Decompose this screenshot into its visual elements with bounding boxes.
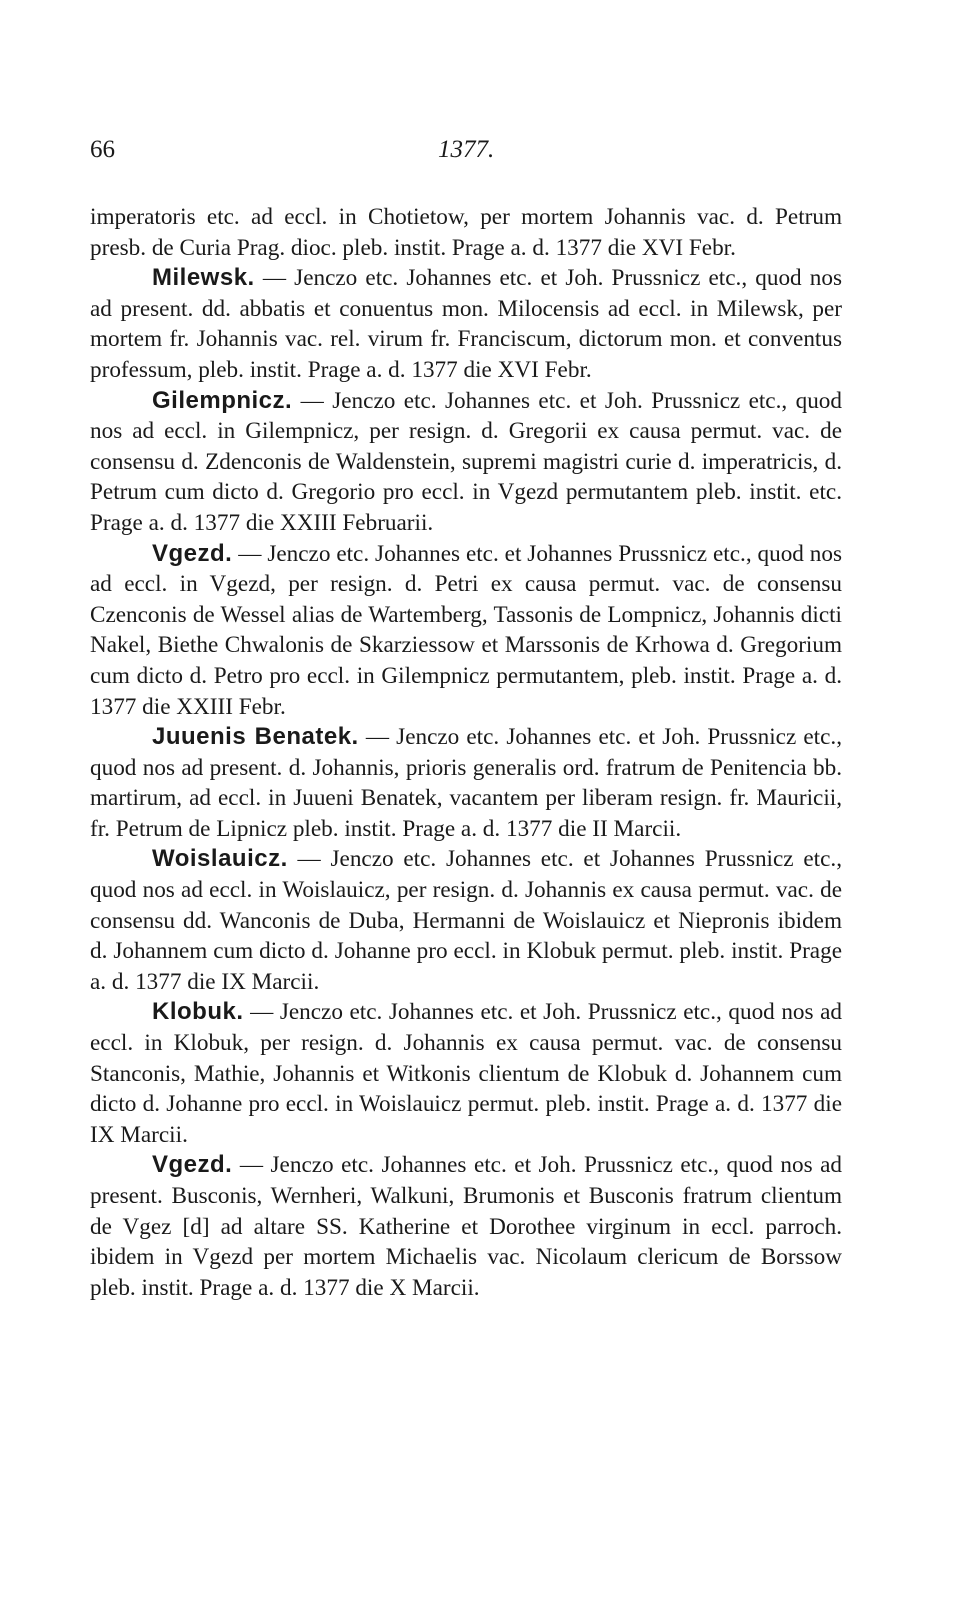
place-heading: Woislauicz. bbox=[152, 845, 288, 873]
entry-text: — Jenczo etc. Johannes etc. et Johannes Prussnicz etc., quod nos ad eccl. in Woislauicz, per resign. d. Johannis ex causa permut. vac. de consensu dd. Wanconis de Duba, Hermanni de Woislauicz et Niepronis ibidem d. Johannem cum dicto d. Johanne pro eccl. in Klobuk permut. pleb. instit. Prage a. d. 1377 die IX Marcii. bbox=[90, 846, 842, 995]
entry-milewsk bbox=[90, 263, 842, 385]
place-heading: Vgezd. bbox=[152, 1151, 233, 1179]
page-number: 66 bbox=[90, 136, 115, 163]
place-heading: Juuenis Benatek. bbox=[152, 723, 359, 751]
place-heading: Milewsk. bbox=[152, 264, 255, 292]
entry-juuenis-benatek bbox=[90, 722, 842, 844]
running-year: 1377. bbox=[438, 136, 495, 163]
running-header bbox=[90, 128, 842, 168]
entry-text: — Jenczo etc. Johannes etc. et Joh. Prussnicz etc., quod nos ad present. Busconis, Wernheri, Walkuni, Brumonis et Busconis fratrum clientum de Vgez [d] ad altare SS. Katherine et Dorothee virginum in eccl. parroch. ibidem in Vgezd per mortem Michaelis vac. Nicolaum clericum de Borssow pleb. instit. Prage a. d. 1377 die X Marcii. bbox=[90, 1152, 842, 1301]
entry-vgezd bbox=[90, 539, 842, 723]
place-heading: Klobuk. bbox=[152, 998, 244, 1026]
body-text bbox=[90, 202, 842, 1303]
entry-continuation bbox=[90, 202, 842, 263]
entry-klobuk bbox=[90, 997, 842, 1150]
entry-vgezd-altar bbox=[90, 1150, 842, 1303]
entry-text: — Jenczo etc. Johannes etc. et Joh. Prussnicz etc., quod nos ad present. d. Johannis, prioris generalis ord. fratrum de Penitencia bb. martirum, ad eccl. in Juueni Benatek, vacantem per liberam resign. fr. Mauricii, fr. Petrum de Lipnicz pleb. instit. Prage a. d. 1377 die II Marcii. bbox=[90, 724, 842, 842]
entry-woislauicz bbox=[90, 844, 842, 997]
entry-gilempnicz bbox=[90, 386, 842, 539]
entry-text: — Jenczo etc. Johannes etc. et Johannes Prussnicz etc., quod nos ad eccl. in Vgezd, per resign. d. Petri ex causa permut. vac. de consensu Czenconis de Wessel alias de Wartemberg, Tassonis de Lompnicz, Johannis dicti Nakel, Biethe Chwalonis de Skarziessow et Marssonis de Krhowa d. Gregorium cum dicto d. Petro pro eccl. in Gilempnicz permutantem, pleb. instit. Prage a. d. 1377 die XXIII Febr. bbox=[90, 540, 842, 720]
document-page bbox=[90, 128, 842, 1303]
place-heading: Vgezd. bbox=[152, 539, 233, 567]
entry-text: imperatoris etc. ad eccl. in Chotietow, per mortem Johannis vac. d. Petrum presb. de Curia Prag. dioc. pleb. instit. Prage a. d. 1377 die XVI Febr. bbox=[90, 204, 842, 261]
entry-text: — Jenczo etc. Johannes etc. et Joh. Prussnicz etc., quod nos ad present. dd. abbatis et conuentus mon. Milocensis ad eccl. in Milewsk, per mortem fr. Johannis vac. rel. virum fr. Franciscum, dictorum mon. et conventus professum, pleb. instit. Prage a. d. 1377 die XVI Febr. bbox=[90, 265, 842, 383]
place-heading: Gilempnicz. bbox=[152, 386, 293, 414]
entry-text: — Jenczo etc. Johannes etc. et Joh. Prussnicz etc., quod nos ad eccl. in Klobuk, per resign. d. Johannis ex causa permut. vac. de consensu Stanconis, Mathie, Johannis et Witkonis clientum de Klobuk d. Johannem cum dicto d. Johanne pro eccl. in Woislauicz permut. pleb. instit. Prage a. d. 1377 die IX Marcii. bbox=[90, 999, 842, 1148]
entry-text: — Jenczo etc. Johannes etc. et Joh. Prussnicz etc., quod nos ad eccl. in Gilempnicz, per resign. d. Gregorii ex causa permut. vac. de consensu d. Zdenconis de Waldenstein, supremi magistri curie d. imperatricis, d. Petrum cum dicto d. Gregorio pro eccl. in Vgezd permutantem pleb. instit. etc. Prage a. d. 1377 die XXIII Februarii. bbox=[90, 387, 842, 536]
